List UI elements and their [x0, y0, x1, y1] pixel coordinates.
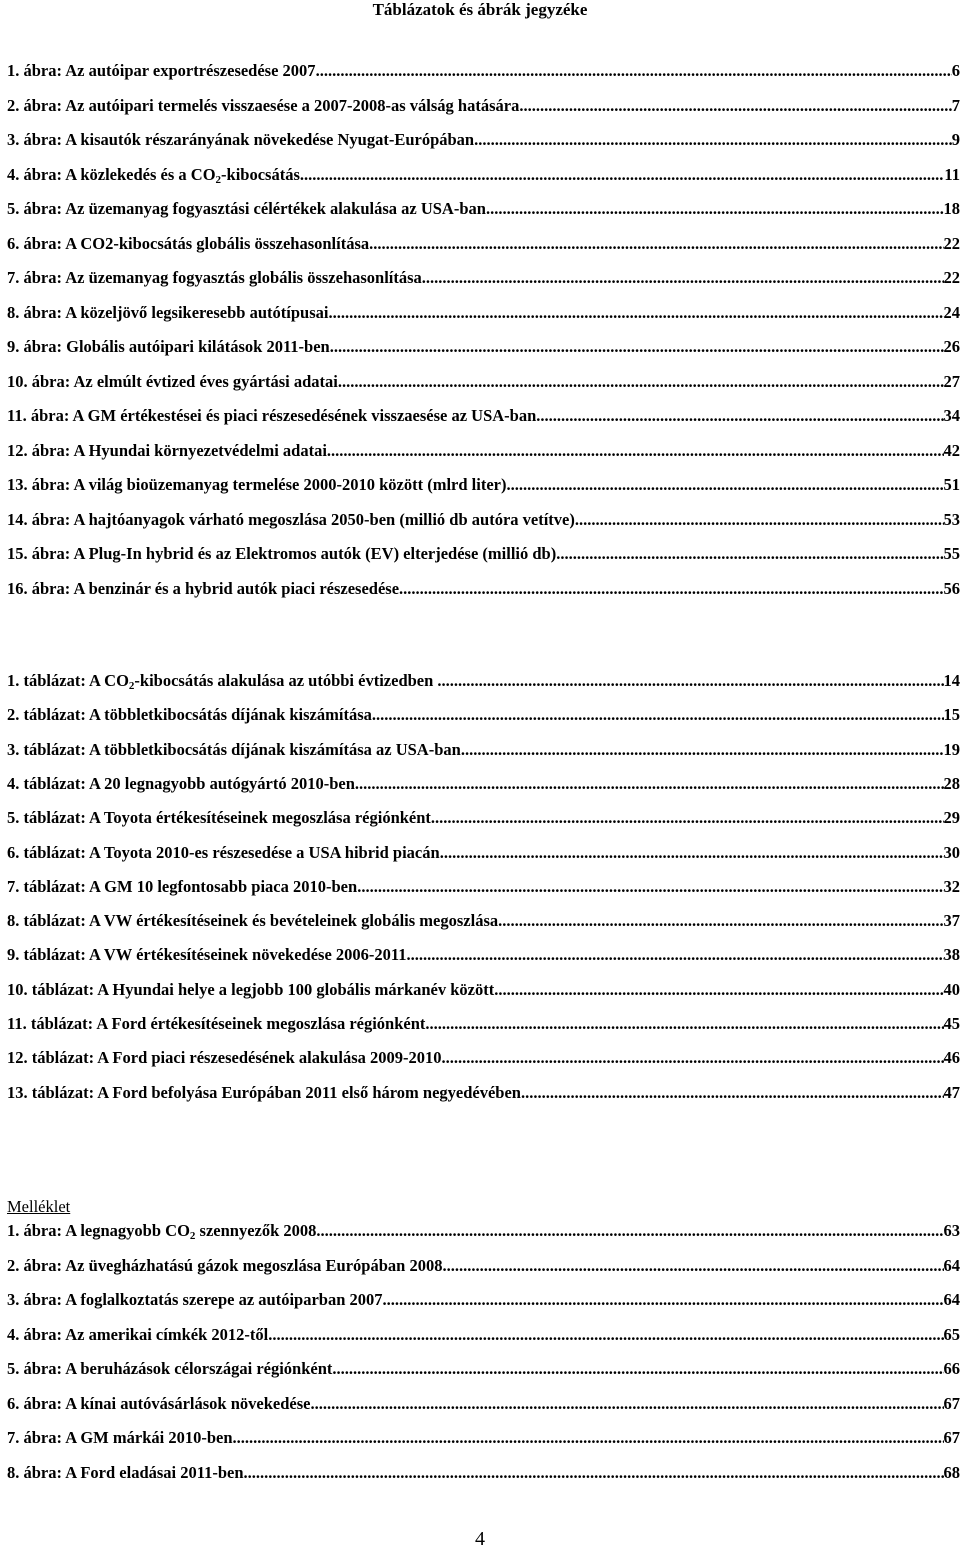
toc-entry-page: 67: [944, 1427, 960, 1449]
toc-entry-page: 30: [944, 842, 960, 864]
toc-entry-title: 8. ábra: A közeljövő legsikeresebb autótípusai: [7, 302, 328, 324]
toc-entry-title: 11. táblázat: A Ford értékesítéseinek megoszlása régiónként: [7, 1013, 425, 1035]
toc-entry-title: 12. ábra: A Hyundai környezetvédelmi adatai: [7, 440, 327, 462]
toc-entry-page: 64: [944, 1289, 960, 1311]
toc-entry-page: 19: [944, 739, 960, 761]
toc-entry[interactable]: [7, 979, 960, 1003]
leader-dots: [442, 1255, 943, 1277]
toc-entry-title: 4. ábra: Az amerikai címkék 2012-től: [7, 1324, 268, 1346]
toc-entry-page: 63: [944, 1220, 960, 1242]
toc-entry-page: 22: [944, 233, 960, 255]
toc-entry-page: 24: [944, 302, 960, 324]
toc-entry-page: 67: [944, 1393, 960, 1415]
toc-entry-page: 34: [944, 405, 960, 427]
leader-dots: [441, 1047, 943, 1069]
toc-entry[interactable]: [7, 371, 960, 395]
toc-entry[interactable]: [7, 578, 960, 602]
toc-entry-page: 65: [944, 1324, 960, 1346]
toc-entry[interactable]: [7, 474, 960, 498]
toc-entry-page: 6: [952, 60, 960, 82]
toc-entry-page: 45: [944, 1013, 960, 1035]
toc-entry-page: 27: [944, 371, 960, 393]
toc-entry-title: 10. táblázat: A Hyundai helye a legjobb 100 globális márkanév között: [7, 979, 494, 1001]
toc-entry-page: 55: [944, 543, 960, 565]
toc-entry-page: 28: [944, 773, 960, 795]
toc-entry-page: 56: [944, 578, 960, 600]
toc-entry-page: 53: [944, 509, 960, 531]
toc-entry[interactable]: [7, 1462, 960, 1486]
toc-entry-title: 13. táblázat: A Ford befolyása Európában 2011 első három negyedévében: [7, 1082, 521, 1104]
toc-entry[interactable]: [7, 302, 960, 326]
toc-entry[interactable]: [7, 1220, 960, 1244]
leader-dots: [332, 1358, 943, 1380]
toc-entry[interactable]: [7, 1393, 960, 1417]
leader-dots: [486, 198, 944, 220]
toc-entry-page: 15: [944, 704, 960, 726]
leader-dots: [425, 1013, 943, 1035]
leader-dots: [327, 440, 944, 462]
toc-entry-title: 2. ábra: Az autóipari termelés visszaesése a 2007-2008-as válság hatására: [7, 95, 519, 117]
toc-entry-page: 51: [944, 474, 960, 496]
toc-entry[interactable]: [7, 267, 960, 291]
leader-dots: [431, 807, 944, 829]
leader-dots: [556, 543, 943, 565]
toc-entry[interactable]: [7, 910, 960, 934]
toc-entry[interactable]: [7, 1427, 960, 1451]
leader-dots: [244, 1462, 944, 1484]
toc-entry-title: 14. ábra: A hajtóanyagok várható megoszlása 2050-ben (millió db autóra vetítve): [7, 509, 575, 531]
toc-entry-title: 3. ábra: A foglalkoztatás szerepe az autóiparban 2007: [7, 1289, 383, 1311]
annex-heading: Melléklet: [7, 1196, 70, 1218]
toc-entry-title: 11. ábra: A GM értékestései és piaci részesedésének visszaesése az USA-ban: [7, 405, 536, 427]
toc-entry[interactable]: [7, 807, 960, 831]
leader-dots: [328, 302, 943, 324]
toc-entry[interactable]: [7, 739, 960, 763]
toc-entry[interactable]: [7, 1324, 960, 1348]
toc-entry-page: 22: [944, 267, 960, 289]
leader-dots: [383, 1289, 944, 1311]
toc-entry-page: 26: [944, 336, 960, 358]
toc-entry[interactable]: [7, 944, 960, 968]
toc-entry[interactable]: [7, 1047, 960, 1071]
leader-dots: [268, 1324, 943, 1346]
leader-dots: [406, 944, 943, 966]
leader-dots: [330, 336, 944, 358]
toc-entry-title: 5. ábra: Az üzemanyag fogyasztási célértékek alakulása az USA-ban: [7, 198, 486, 220]
toc-entry-title: 16. ábra: A benzinár és a hybrid autók piaci részesedése: [7, 578, 399, 600]
toc-entry[interactable]: [7, 440, 960, 464]
leader-dots: [507, 474, 944, 496]
leader-dots: [310, 1393, 943, 1415]
toc-entry[interactable]: [7, 1255, 960, 1279]
leader-dots: [521, 1082, 944, 1104]
toc-entry-page: 46: [944, 1047, 960, 1069]
toc-entry[interactable]: [7, 1013, 960, 1037]
toc-entry-title: 6. ábra: A kínai autóvásárlások növekedése: [7, 1393, 310, 1415]
toc-entry-title: 5. ábra: A beruházások célországai régiónként: [7, 1358, 332, 1380]
toc-entry-page: 14: [944, 670, 960, 692]
leader-dots: [474, 129, 952, 151]
toc-entry-title: 4. ábra: A közlekedés és a $CO_2$-kibocsátás: [7, 164, 300, 186]
toc-entry-page: 11: [944, 164, 960, 186]
toc-entry-title: 7. táblázat: A GM 10 legfontosabb piaca 2010-ben: [7, 876, 357, 898]
leader-dots: [440, 842, 944, 864]
toc-entry-title: 1. ábra: Az autóipar exportrészesedése 2007: [7, 60, 316, 82]
leader-dots: [519, 95, 951, 117]
toc-entry[interactable]: [7, 704, 960, 728]
toc-entry-page: 42: [944, 440, 960, 462]
leader-dots: [355, 773, 944, 795]
leader-dots: [233, 1427, 944, 1449]
leader-dots: [372, 704, 944, 726]
toc-entry[interactable]: [7, 670, 960, 694]
toc-entry-page: 64: [944, 1255, 960, 1277]
toc-entry[interactable]: [7, 876, 960, 900]
leader-dots: [437, 670, 943, 692]
toc-entry[interactable]: [7, 842, 960, 866]
leader-dots: [536, 405, 943, 427]
toc-entry-title: 3. táblázat: A többletkibocsátás díjának kiszámítása az USA-ban: [7, 739, 461, 761]
leader-dots: [422, 267, 944, 289]
leader-dots: [461, 739, 944, 761]
leader-dots: [498, 910, 943, 932]
leader-dots: [357, 876, 943, 898]
toc-entry-title: 2. ábra: Az üvegházhatású gázok megoszlása Európában 2008: [7, 1255, 442, 1277]
toc-entry-title: 5. táblázat: A Toyota értékesítéseinek megoszlása régiónként: [7, 807, 431, 829]
toc-entry-page: 7: [952, 95, 960, 117]
toc-entry-title: 1. ábra: A legnagyobb $CO_2$ szennyezők 2008: [7, 1220, 316, 1242]
leader-dots: [494, 979, 943, 1001]
leader-dots: [338, 371, 944, 393]
toc-entry[interactable]: [7, 405, 960, 429]
toc-entry-page: 40: [944, 979, 960, 1001]
toc-entry[interactable]: [7, 1358, 960, 1382]
toc-entry-page: 47: [944, 1082, 960, 1104]
toc-entry-page: 68: [944, 1462, 960, 1484]
toc-entry-title: 12. táblázat: A Ford piaci részesedésének alakulása 2009-2010: [7, 1047, 441, 1069]
leader-dots: [369, 233, 943, 255]
toc-entry-title: 13. ábra: A világ bioüzemanyag termelése 2000-2010 között (mlrd liter): [7, 474, 507, 496]
toc-entry-page: 66: [944, 1358, 960, 1380]
page-title: Táblázatok és ábrák jegyzéke: [0, 0, 960, 20]
toc-entry[interactable]: [7, 1289, 960, 1313]
leader-dots: [300, 164, 945, 186]
leader-dots: [575, 509, 944, 531]
leader-dots: [316, 1220, 943, 1242]
leader-dots: [399, 578, 943, 600]
toc-entry-title: 1. táblázat: A $CO_2$-kibocsátás alakulása az utóbbi évtizedben: [7, 670, 437, 692]
toc-entry-title: 9. táblázat: A VW értékesítéseinek növekedése 2006-2011: [7, 944, 406, 966]
toc-entry-page: 37: [944, 910, 960, 932]
toc-entry-page: 18: [944, 198, 960, 220]
toc-entry-title: 6. ábra: A CO2-kibocsátás globális összehasonlítása: [7, 233, 369, 255]
toc-entry[interactable]: [7, 509, 960, 533]
toc-entry-title: 4. táblázat: A 20 legnagyobb autógyártó 2010-ben: [7, 773, 355, 795]
toc-entry-title: 8. ábra: A Ford eladásai 2011-ben: [7, 1462, 244, 1484]
toc-entry[interactable]: [7, 198, 960, 222]
toc-entry[interactable]: [7, 336, 960, 360]
page-number: 4: [0, 1528, 960, 1551]
toc-entry[interactable]: [7, 95, 960, 119]
toc-entry-page: 32: [944, 876, 960, 898]
toc-entry[interactable]: [7, 543, 960, 567]
toc-entry-title: 7. ábra: Az üzemanyag fogyasztás globális összehasonlítása: [7, 267, 422, 289]
toc-entry[interactable]: [7, 773, 960, 797]
toc-entry-title: 10. ábra: Az elmúlt évtized éves gyártási adatai: [7, 371, 338, 393]
toc-entry-page: 9: [952, 129, 960, 151]
toc-entry-page: 38: [944, 944, 960, 966]
toc-entry[interactable]: [7, 1082, 960, 1106]
toc-entry-title: 9. ábra: Globális autóipari kilátások 2011-ben: [7, 336, 330, 358]
toc-entry-title: 3. ábra: A kisautók részarányának növekedése Nyugat-Európában: [7, 129, 474, 151]
toc-entry[interactable]: [7, 233, 960, 257]
toc-entry-page: 29: [944, 807, 960, 829]
toc-entry[interactable]: [7, 129, 960, 153]
toc-entry-title: 6. táblázat: A Toyota 2010-es részesedése a USA hibrid piacán: [7, 842, 440, 864]
toc-entry-title: 2. táblázat: A többletkibocsátás díjának kiszámítása: [7, 704, 372, 726]
toc-entry-title: 15. ábra: A Plug-In hybrid és az Elektromos autók (EV) elterjedése (millió db): [7, 543, 556, 565]
toc-entry-title: 8. táblázat: A VW értékesítéseinek és bevételeinek globális megoszlása: [7, 910, 498, 932]
toc-entry[interactable]: [7, 60, 960, 84]
leader-dots: [316, 60, 952, 82]
toc-entry[interactable]: [7, 164, 960, 188]
toc-entry-title: 7. ábra: A GM márkái 2010-ben: [7, 1427, 233, 1449]
